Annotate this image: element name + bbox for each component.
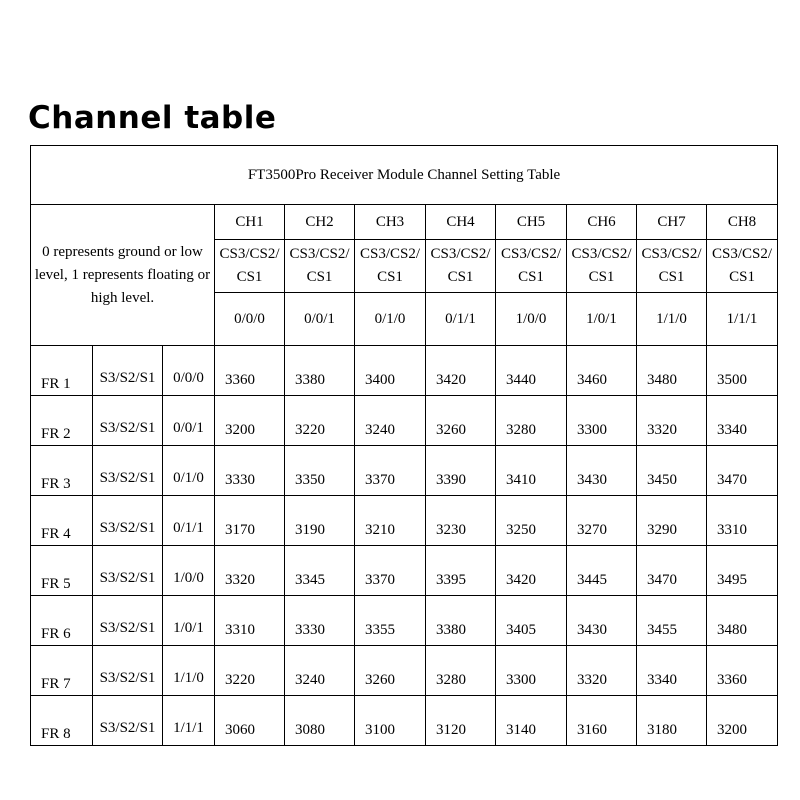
table-row [31,596,778,646]
table-row [31,396,778,446]
chip-select-label-line: CS1 [236,269,263,285]
chip-select-label-line: CS3/CS2/ [641,246,702,262]
chip-select-label-line: CS1 [447,269,474,285]
chip-select-label [707,240,778,293]
frequency-cell: 3280 [496,396,567,446]
switch-bits: 0/1/1 [163,496,215,546]
chip-select-label-line: CS3/CS2/ [289,246,350,262]
chip-select-label [567,240,637,293]
frequency-cell: 3370 [355,546,426,596]
frequency-cell: 3340 [707,396,778,446]
legend-note: 0 represents ground or low level, 1 represents floating or high level. [31,205,215,346]
switch-label: S3/S2/S1 [93,496,163,546]
switch-bits: 0/0/1 [163,396,215,446]
channel-table [30,145,778,746]
frequency-range-label: FR 2 [31,396,93,446]
frequency-cell: 3220 [285,396,355,446]
switch-label: S3/S2/S1 [93,346,163,396]
table-row [31,646,778,696]
chip-select-label-line: CS3/CS2/ [571,246,632,262]
frequency-cell: 3320 [567,646,637,696]
frequency-cell: 3140 [496,696,567,746]
frequency-range-label: FR 5 [31,546,93,596]
chip-select-label-line: CS1 [306,269,333,285]
chip-select-label [426,240,496,293]
switch-bits: 0/0/0 [163,346,215,396]
channel-header: CH4 [426,205,496,240]
frequency-cell: 3395 [426,546,496,596]
frequency-cell: 3170 [215,496,285,546]
frequency-cell: 3495 [707,546,778,596]
frequency-cell: 3390 [426,446,496,496]
chip-select-label [355,240,426,293]
frequency-cell: 3300 [496,646,567,696]
frequency-cell: 3345 [285,546,355,596]
frequency-cell: 3450 [637,446,707,496]
frequency-cell: 3200 [215,396,285,446]
frequency-cell: 3360 [215,346,285,396]
table-row [31,346,778,396]
frequency-cell: 3350 [285,446,355,496]
switch-label: S3/S2/S1 [93,446,163,496]
frequency-cell: 3355 [355,596,426,646]
chip-select-label-line: CS3/CS2/ [430,246,491,262]
frequency-cell: 3180 [637,696,707,746]
channel-bits: 1/1/1 [707,293,778,346]
switch-bits: 1/0/0 [163,546,215,596]
frequency-cell: 3320 [215,546,285,596]
table-row [31,696,778,746]
frequency-range-label: FR 8 [31,696,93,746]
frequency-cell: 3240 [285,646,355,696]
channel-bits: 1/0/0 [496,293,567,346]
frequency-range-label: FR 4 [31,496,93,546]
switch-bits: 0/1/0 [163,446,215,496]
frequency-cell: 3280 [426,646,496,696]
frequency-cell: 3260 [355,646,426,696]
frequency-cell: 3310 [215,596,285,646]
frequency-cell: 3410 [496,446,567,496]
frequency-cell: 3500 [707,346,778,396]
frequency-cell: 3480 [637,346,707,396]
channel-header: CH5 [496,205,567,240]
chip-select-label-line: CS1 [377,269,403,285]
channel-bits: 1/1/0 [637,293,707,346]
frequency-cell: 3460 [567,346,637,396]
frequency-cell: 3440 [496,346,567,396]
channel-header: CH3 [355,205,426,240]
frequency-cell: 3260 [426,396,496,446]
chip-select-label-line: CS3/CS2/ [500,246,562,262]
chip-select-label [285,240,355,293]
switch-bits: 1/0/1 [163,596,215,646]
frequency-cell: 3060 [215,696,285,746]
frequency-cell: 3330 [285,596,355,646]
frequency-cell: 3230 [426,496,496,546]
page-heading: Channel table [28,100,277,136]
frequency-cell: 3400 [355,346,426,396]
channel-header: CH8 [707,205,778,240]
frequency-cell: 3100 [355,696,426,746]
frequency-cell: 3420 [426,346,496,396]
frequency-cell: 3290 [637,496,707,546]
frequency-cell: 3160 [567,696,637,746]
frequency-cell: 3470 [707,446,778,496]
frequency-range-label: FR 6 [31,596,93,646]
frequency-cell: 3320 [637,396,707,446]
frequency-range-label: FR 3 [31,446,93,496]
switch-label: S3/S2/S1 [93,596,163,646]
frequency-cell: 3330 [215,446,285,496]
frequency-cell: 3080 [285,696,355,746]
switch-label: S3/S2/S1 [93,396,163,446]
frequency-cell: 3190 [285,496,355,546]
frequency-range-label: FR 1 [31,346,93,396]
switch-bits: 1/1/0 [163,646,215,696]
channel-header: CH2 [285,205,355,240]
channel-bits: 1/0/1 [567,293,637,346]
frequency-cell: 3430 [567,446,637,496]
chip-select-label-line: CS3/CS2/ [359,246,421,262]
table-title: FT3500Pro Receiver Module Channel Setting Table [31,146,778,205]
chip-select-label-line: CS1 [729,269,755,285]
frequency-cell: 3200 [707,696,778,746]
frequency-cell: 3220 [215,646,285,696]
chip-select-label-line: CS1 [588,269,615,285]
frequency-cell: 3210 [355,496,426,546]
frequency-cell: 3370 [355,446,426,496]
frequency-cell: 3300 [567,396,637,446]
channel-header: CH1 [215,205,285,240]
chip-select-label-line: CS3/CS2/ [219,246,280,262]
frequency-cell: 3250 [496,496,567,546]
table-row [31,546,778,596]
switch-label: S3/S2/S1 [93,696,163,746]
channel-bits: 0/1/1 [426,293,496,346]
frequency-cell: 3380 [426,596,496,646]
table-row [31,496,778,546]
chip-select-label-line: CS1 [658,269,685,285]
frequency-cell: 3340 [637,646,707,696]
frequency-cell: 3270 [567,496,637,546]
frequency-cell: 3455 [637,596,707,646]
frequency-cell: 3420 [496,546,567,596]
frequency-cell: 3360 [707,646,778,696]
chip-select-label [637,240,707,293]
channel-header: CH7 [637,205,707,240]
frequency-cell: 3470 [637,546,707,596]
chip-select-label-line: CS1 [518,269,544,285]
frequency-cell: 3120 [426,696,496,746]
channel-bits: 0/0/1 [285,293,355,346]
switch-label: S3/S2/S1 [93,646,163,696]
frequency-cell: 3240 [355,396,426,446]
frequency-cell: 3310 [707,496,778,546]
channel-bits: 0/0/0 [215,293,285,346]
channel-bits: 0/1/0 [355,293,426,346]
table-row [31,446,778,496]
switch-label: S3/S2/S1 [93,546,163,596]
frequency-cell: 3480 [707,596,778,646]
switch-bits: 1/1/1 [163,696,215,746]
frequency-cell: 3380 [285,346,355,396]
chip-select-label-line: CS3/CS2/ [712,246,773,262]
frequency-range-label: FR 7 [31,646,93,696]
chip-select-label [215,240,285,293]
chip-select-label [496,240,567,293]
channel-header: CH6 [567,205,637,240]
frequency-cell: 3430 [567,596,637,646]
frequency-cell: 3405 [496,596,567,646]
frequency-cell: 3445 [567,546,637,596]
